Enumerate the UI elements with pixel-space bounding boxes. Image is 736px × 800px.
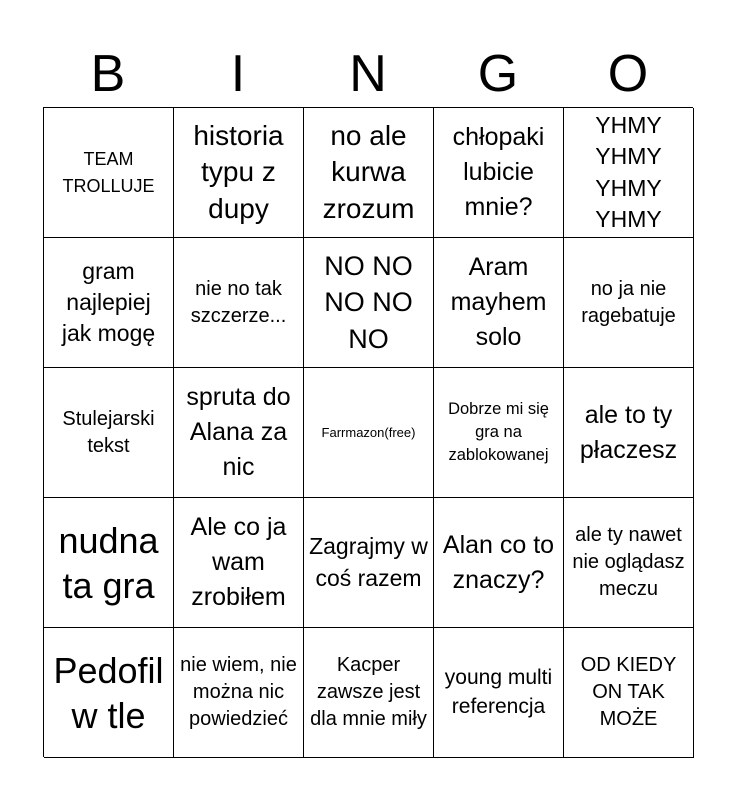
header-letter-b: B [90, 45, 126, 103]
bingo-cell[interactable] [304, 498, 434, 628]
bingo-cell[interactable] [174, 498, 304, 628]
bingo-cell-text: chłopaki lubicie mnie? [452, 123, 545, 221]
bingo-cell-text: no ale kurwa zrozum [322, 119, 415, 224]
bingo-cell[interactable] [174, 238, 304, 368]
bingo-cell[interactable] [44, 498, 174, 628]
bingo-cell-text: YHMY YHMY YHMY YHMY [595, 112, 662, 232]
bingo-cell[interactable] [174, 368, 304, 498]
bingo-cell-text: Alan co to znaczy? [442, 530, 555, 594]
bingo-cell-text: OD KIEDY ON TAK MOŻE [580, 654, 677, 730]
bingo-cell-text: Ale co ja wam zrobiłem [190, 513, 287, 611]
bingo-cell-text: nudna ta gra [58, 519, 159, 606]
bingo-cell[interactable] [304, 108, 434, 238]
bingo-cell-text: nie wiem, nie można nic powiedzieć [180, 654, 297, 730]
header-letter-n: N [349, 45, 387, 103]
bingo-cell[interactable] [44, 108, 174, 238]
bingo-cell-text: Dobrze mi się gra na zablokowanej [448, 399, 549, 465]
bingo-cell[interactable] [564, 368, 694, 498]
bingo-cell[interactable] [564, 238, 694, 368]
bingo-cell[interactable] [304, 238, 434, 368]
bingo-cell[interactable] [564, 498, 694, 628]
bingo-cell-text: nie no tak szczerze... [190, 277, 287, 327]
bingo-cell[interactable] [44, 368, 174, 498]
bingo-cell-text: Zagrajmy w coś razem [309, 533, 428, 591]
bingo-cell[interactable] [434, 368, 564, 498]
bingo-cell[interactable] [174, 108, 304, 238]
bingo-cell[interactable] [434, 238, 564, 368]
header-letter-o: O [607, 45, 649, 103]
bingo-cell[interactable] [174, 628, 304, 758]
bingo-header [43, 40, 693, 108]
bingo-cell-text: ale to ty płaczesz [579, 400, 678, 464]
bingo-cell-text: historia typu z dupy [193, 119, 284, 224]
header-letter-g: G [477, 45, 519, 103]
bingo-cell-text: Farrmazon(free) [321, 424, 416, 440]
bingo-cell[interactable] [434, 628, 564, 758]
bingo-cell-text: ale ty nawet nie oglądasz meczu [572, 524, 685, 600]
bingo-cell[interactable] [304, 628, 434, 758]
bingo-cell-text: gram najlepiej jak mogę [61, 257, 156, 347]
bingo-cell-text: no ja nie ragebatuje [581, 277, 676, 327]
bingo-cell-text: Stulejarski tekst [62, 407, 155, 457]
bingo-cell-text: TEAM TROLLUJE [62, 148, 155, 196]
bingo-cell-free[interactable] [304, 368, 434, 498]
bingo-cell[interactable] [434, 108, 564, 238]
bingo-cell-text: NO NO NO NO NO [324, 250, 413, 354]
bingo-cell[interactable] [434, 498, 564, 628]
bingo-cell-text: young multi referencja [444, 666, 553, 718]
bingo-cell[interactable] [564, 628, 694, 758]
bingo-cell-text: spruta do Alana za nic [186, 383, 291, 481]
bingo-cell[interactable] [44, 238, 174, 368]
header-letter-i: I [230, 45, 246, 103]
bingo-cell[interactable] [44, 628, 174, 758]
bingo-board [43, 107, 693, 757]
bingo-cell-text: Pedofil w tle [53, 649, 164, 736]
bingo-cell-text: Kacper zawsze jest dla mnie miły [310, 654, 427, 730]
bingo-cell-text: Aram mayhem solo [450, 253, 547, 351]
bingo-cell[interactable] [564, 108, 694, 238]
